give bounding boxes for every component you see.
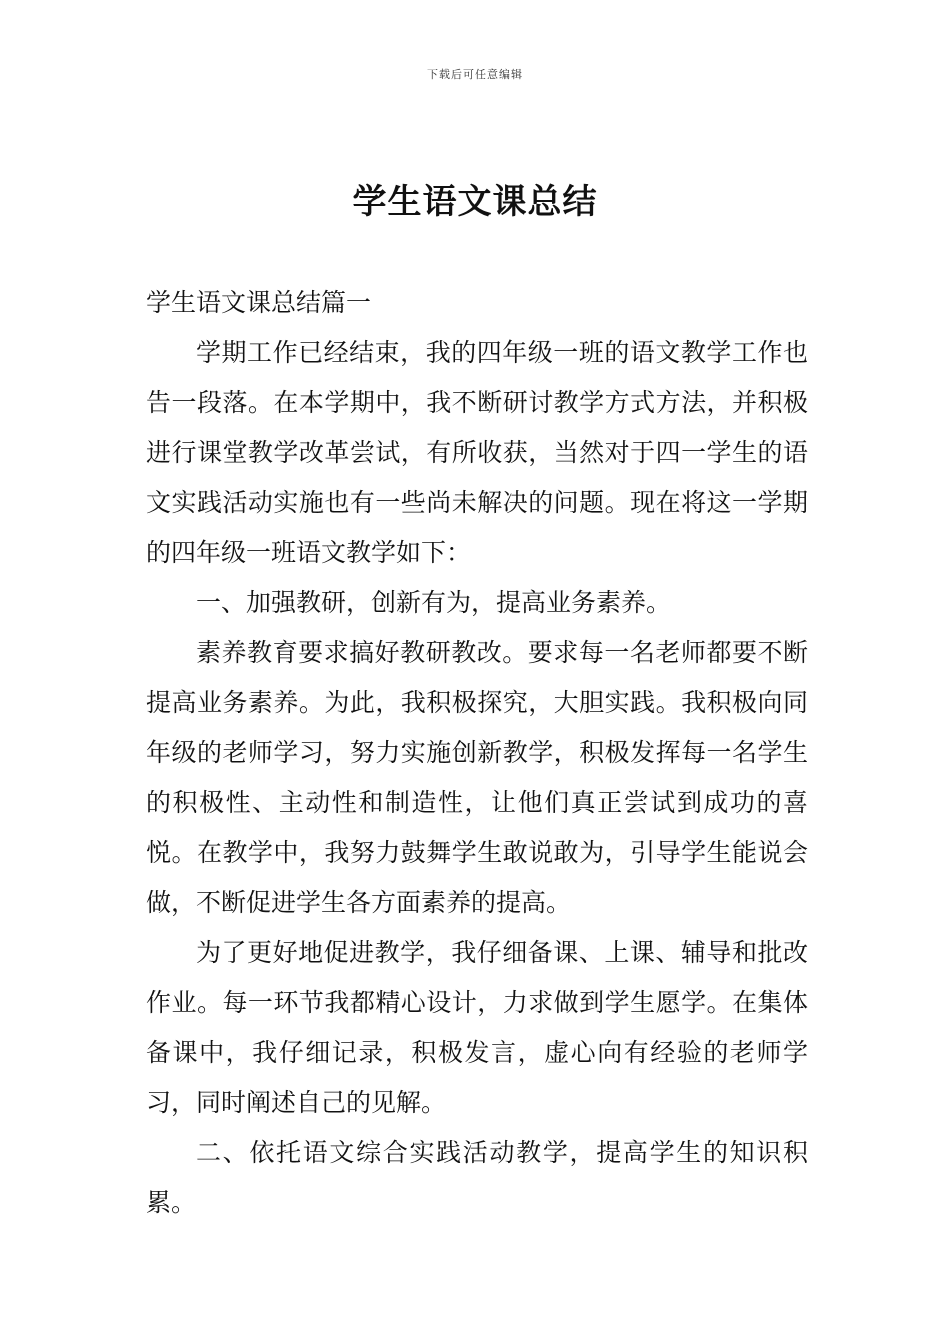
document-title: 学生语文课总结 xyxy=(352,182,598,222)
document-body xyxy=(146,278,808,1228)
section-heading: 学生语文课总结篇一 xyxy=(146,288,372,317)
paragraph: 一、加强教研，创新有为，提高业务素养。 xyxy=(196,588,672,617)
paragraph: 学期工作已经结束，我的四年级一班的语文教学工作也告一段落。在本学期中，我不断研讨教学方式方法，并积极进行课堂教学改革尝试，有所收获，当然对于四一学生的语文实践活动实施也有一些尚未解决的问题。现在将这一学期的四年级一班语文教学如下： xyxy=(146,338,808,567)
paragraph: 为了更好地促进教学，我仔细备课、上课、辅导和批改作业。每一环节我都精心设计，力求做到学生愿学。在集体备课中，我仔细记录，积极发言，虚心向有经验的老师学习，同时阐述自己的见解。 xyxy=(146,938,808,1117)
paragraph: 二、依托语文综合实践活动教学，提高学生的知识积累。 xyxy=(146,1138,808,1217)
paragraph: 素养教育要求搞好教研教改。要求每一名老师都要不断提高业务素养。为此，我积极探究，大胆实践。我积极向同年级的老师学习，努力实施创新教学，积极发挥每一名学生的积极性、主动性和制造性，让他们真正尝试到成功的喜悦。在教学中，我努力鼓舞学生敢说敢为，引导学生能说会做，不断促进学生各方面素养的提高。 xyxy=(146,638,808,917)
header-note: 下载后可任意编辑 xyxy=(427,68,523,81)
